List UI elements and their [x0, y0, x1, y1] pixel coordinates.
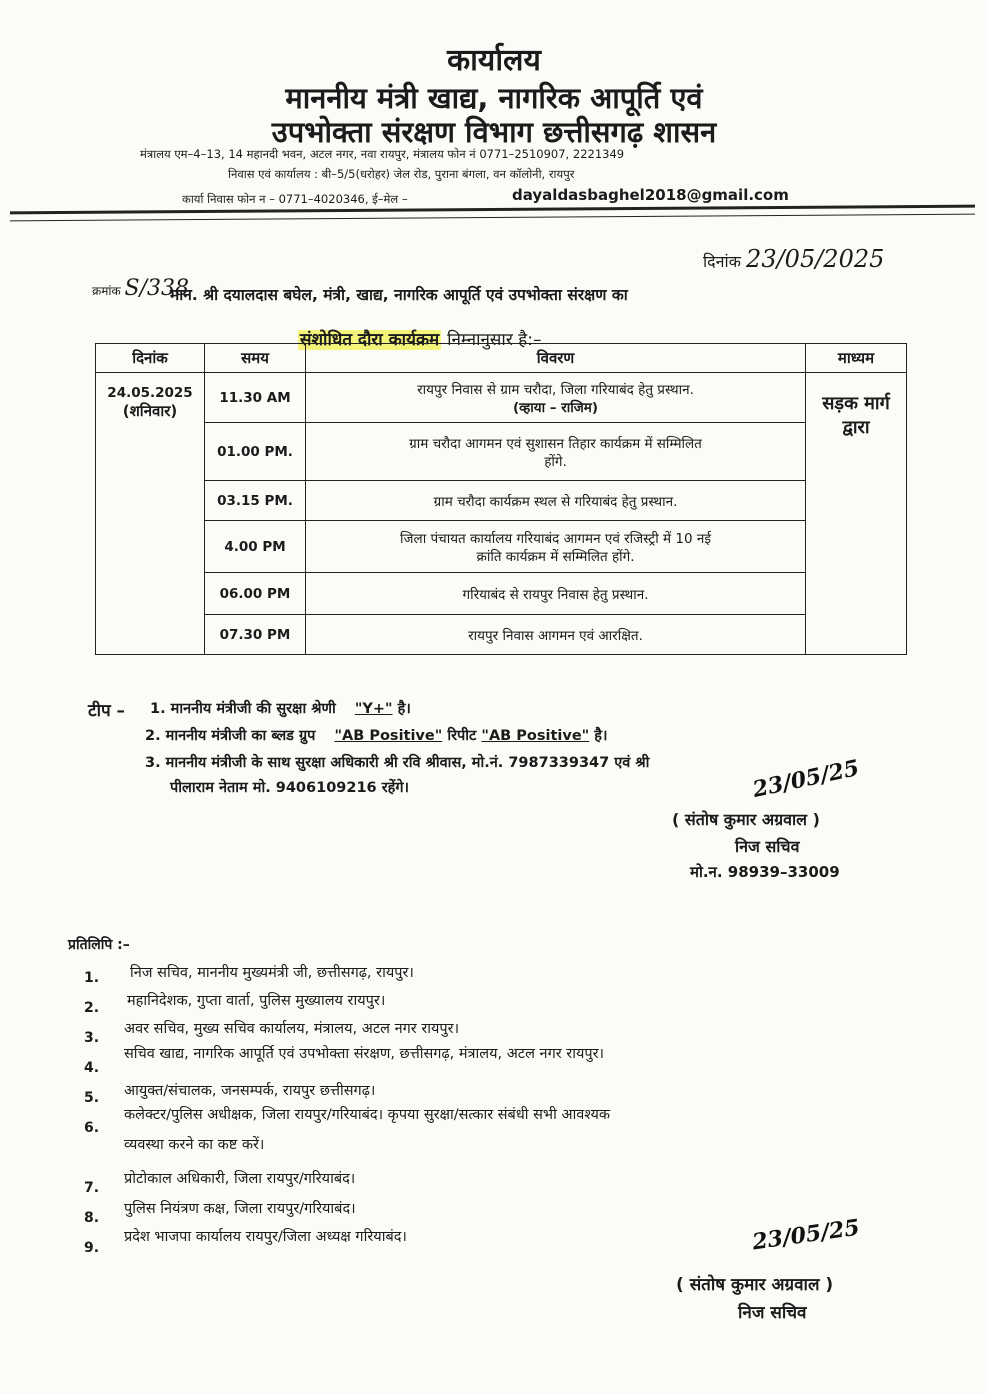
note-1	[150, 698, 411, 718]
header-rule-thin	[10, 214, 975, 222]
header-medium: माध्यम	[806, 344, 907, 373]
copy-number: 7.	[84, 1180, 100, 1196]
table-header-row	[96, 344, 907, 373]
travel-medium: सड़क मार्ग द्वारा	[806, 373, 907, 655]
copy-recipient: कलेक्टर/पुलिस अधीक्षक, जिला रायपुर/गरियाबंद। कृपया सुरक्षा/सत्कार संबंधी सभी आवश्यक	[124, 1107, 611, 1123]
row-detail: ग्राम चरौदा कार्यक्रम स्थल से गरियाबंद हेतु प्रस्थान.	[306, 481, 806, 521]
department-title: उपभोक्ता संरक्षण विभाग छत्तीसगढ़ शासन	[271, 115, 717, 149]
copy-recipient: प्रोटोकाल अधिकारी, जिला रायपुर/गरियाबंद।	[124, 1171, 356, 1187]
header-time: समय	[205, 344, 306, 373]
notes-label: टीप –	[88, 701, 126, 721]
copy-number: 4.	[84, 1060, 100, 1076]
schedule-date-cell	[96, 373, 205, 655]
copy-number: 8.	[84, 1210, 100, 1226]
date-label: दिनांक	[703, 252, 741, 271]
email-address: dayaldasbaghel2018@gmail.com	[512, 186, 789, 204]
table-row	[96, 423, 907, 481]
row-detail-line: क्रांति कार्यक्रम में सम्मिलित होंगे.	[476, 548, 635, 565]
row-detail	[306, 373, 806, 423]
row-time: 11.30 AM	[205, 373, 306, 423]
note-1-text: 1. माननीय मंत्रीजी की सुरक्षा श्रेणी	[150, 701, 336, 717]
header-date: दिनांक	[96, 344, 205, 373]
copy-number: 5.	[84, 1090, 100, 1106]
copy-recipient: अवर सचिव, मुख्य सचिव कार्यालय, मंत्रालय, अटल नगर रायपुर।	[124, 1021, 460, 1037]
blood-group-repeat: "AB Positive"	[481, 728, 590, 744]
row-detail: रायपुर निवास आगमन एवं आरक्षित.	[306, 615, 806, 655]
note-2-end: है।	[594, 728, 608, 744]
note-1-end: है।	[397, 701, 411, 717]
row-time: 06.00 PM	[205, 573, 306, 615]
signature-1-title: निज सचिव	[735, 837, 800, 856]
copy-number: 6.	[84, 1120, 100, 1136]
address-line-1: मंत्रालय एम–4–13, 14 महानदी भवन, अटल नगर, नवा रायपुर, मंत्रालय फोन नं 0771–2510907, 2221349	[140, 147, 625, 161]
copy-number: 9.	[84, 1240, 100, 1256]
highlight-text: संशोधित दौरा कार्यक्रम	[300, 330, 440, 350]
office-title: कार्यालय	[447, 43, 541, 78]
address-line-3: कार्या निवास फोन न – 0771–4020346, ई–मेल –	[182, 192, 408, 206]
note-2	[145, 725, 607, 745]
row-detail	[306, 423, 806, 481]
table-row	[96, 373, 907, 423]
schedule-day: (शनिवार)	[122, 402, 178, 420]
blood-group: "AB Positive"	[334, 728, 443, 744]
copy-recipient: प्रदेश भाजपा कार्यालय रायपुर/जिला अध्यक्ष गरियाबंद।	[124, 1229, 407, 1245]
copies-label: प्रतिलिपि :–	[68, 937, 130, 953]
signature-1-mark: 23/05/25	[750, 755, 862, 803]
signature-2-title: निज सचिव	[738, 1303, 807, 1323]
ref-label: क्रमांक	[92, 284, 121, 298]
copy-recipient: आयुक्त/संचालक, जनसम्पर्क, रायपुर छत्तीसगढ़।	[124, 1083, 376, 1099]
signature-1-mobile: मो.न. 98939–33009	[690, 863, 840, 881]
note-2-text: 2. माननीय मंत्रीजी का ब्लड ग्रुप	[145, 728, 316, 744]
copy-recipient: महानिदेशक, गुप्ता वार्ता, पुलिस मुख्यालय रायपुर।	[127, 993, 386, 1009]
letter-date	[703, 245, 884, 273]
minister-title: माननीय मंत्री खाद्य, नागरिक आपूर्ति एवं	[285, 81, 703, 115]
table-row	[96, 481, 907, 521]
row-time: 07.30 PM	[205, 615, 306, 655]
signature-2-mark: 23/05/25	[750, 1214, 862, 1256]
row-time: 01.00 PM.	[205, 423, 306, 481]
copy-number: 3.	[84, 1030, 100, 1046]
row-detail: गरियाबंद से रायपुर निवास हेतु प्रस्थान.	[306, 573, 806, 615]
row-detail	[306, 521, 806, 573]
highlight-suffix: निम्नानुसार है:–	[447, 330, 542, 350]
note-2-mid: रिपीट	[447, 728, 477, 744]
intro-line: मान. श्री दयालदास बघेल, मंत्री, खाद्य, नागरिक आपूर्ति एवं उपभोक्ता संरक्षण का	[170, 286, 628, 304]
row-detail-line: ग्राम चरौदा आगमन एवं सुशासन तिहार कार्यक्रम में सम्मिलित	[409, 435, 702, 452]
security-category: "Y+"	[354, 701, 393, 717]
copy-recipient: सचिव खाद्य, नागरिक आपूर्ति एवं उपभोक्ता संरक्षण, छत्तीसगढ़, मंत्रालय, अटल नगर रायपुर।	[124, 1046, 605, 1062]
date-value: 23/05/2025	[746, 245, 885, 273]
note-3-line-2: पीलाराम नेताम मो. 9406109216 रहेंगे।	[170, 780, 409, 796]
signature-1-name: ( संतोष कुमार अग्रवाल )	[672, 810, 820, 829]
copy-recipient: पुलिस नियंत्रण कक्ष, जिला रायपुर/गरियाबंद।	[124, 1201, 356, 1217]
copy-number: 2.	[84, 1000, 100, 1016]
ref-value: S/338	[124, 276, 190, 301]
header-detail: विवरण	[306, 344, 806, 373]
signature-2-name: ( संतोष कुमार अग्रवाल )	[676, 1275, 834, 1295]
row-detail-line: (व्हाया – राजिम)	[513, 399, 598, 416]
schedule-date: 24.05.2025	[107, 385, 193, 401]
row-detail-line: होंगे.	[544, 453, 567, 470]
row-time: 4.00 PM	[205, 521, 306, 573]
row-detail-line: जिला पंचायत कार्यालय गरियाबंद आगमन एवं रजिस्ट्री में 10 नई	[400, 530, 711, 547]
schedule-table	[95, 343, 907, 655]
row-detail-line: रायपुर निवास से ग्राम चरौदा, जिला गरियाबंद हेतु प्रस्थान.	[417, 381, 694, 398]
copy-number: 1.	[84, 970, 100, 986]
table-row	[96, 573, 907, 615]
note-3-line-1: 3. माननीय मंत्रीजी के साथ सुरक्षा अधिकारी श्री रवि श्रीवास, मो.नं. 7987339347 एवं श्री	[145, 755, 650, 771]
copy-recipient: निज सचिव, माननीय मुख्यमंत्री जी, छत्तीसगढ़, रायपुर।	[130, 965, 414, 981]
table-row	[96, 521, 907, 573]
header-rule-thick	[10, 205, 975, 215]
table-row	[96, 615, 907, 655]
row-time: 03.15 PM.	[205, 481, 306, 521]
address-line-2: निवास एवं कार्यालय : बी–5/5(धरोहर) जेल रोड, पुराना बंगला, वन कॉलोनी, रायपुर	[228, 167, 575, 181]
copy-recipient-cont: व्यवस्था करने का कष्ट करें।	[124, 1137, 265, 1153]
